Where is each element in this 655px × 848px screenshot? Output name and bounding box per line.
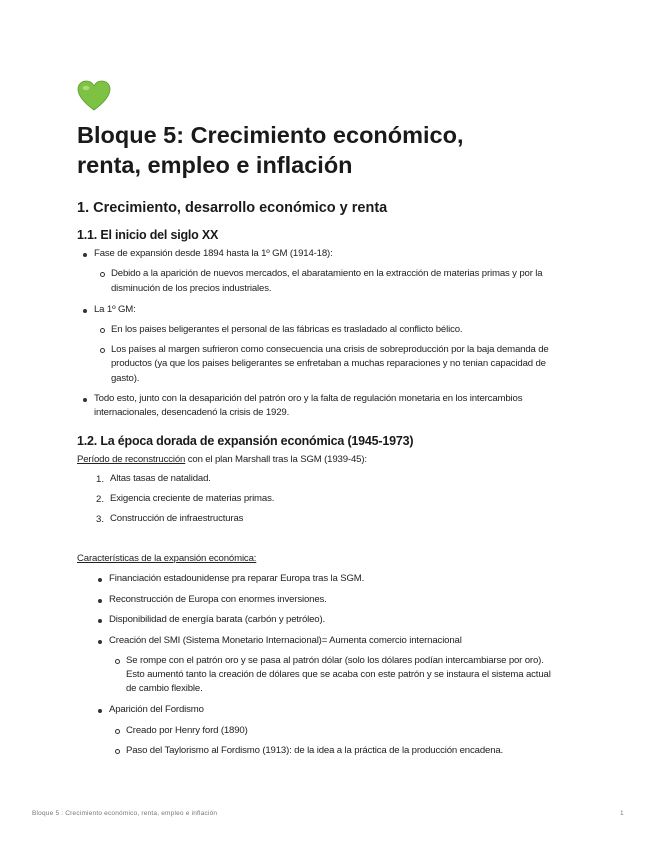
bullet-icon: [98, 578, 102, 582]
list-item: productos (ya que los paises beligerantes se enfretaban a muchas reparaciones y no tenian capacidad de: [111, 358, 546, 369]
sub-bullet-icon: [115, 659, 120, 664]
list-item: Creación del SMI (Sistema Monetario Internacional)= Aumenta comercio internacional: [109, 635, 462, 646]
bullet-icon: [98, 709, 102, 713]
list-item: Creado por Henry ford (1890): [126, 725, 248, 736]
subsection-heading-1-2: 1.2. La época dorada de expansión económica (1945-1973): [77, 434, 414, 448]
list-item: Reconstrucción de Europa con enormes inversiones.: [109, 594, 327, 605]
paragraph: Período de reconstrucción con el plan Marshall tras la SGM (1939-45):: [77, 454, 367, 465]
paragraph-heading: Características de la expansión económica:: [77, 553, 257, 564]
sub-bullet-icon: [115, 749, 120, 754]
bullet-icon: [98, 640, 102, 644]
list-item: Altas tasas de natalidad.: [110, 473, 211, 484]
bullet-icon: [83, 253, 87, 257]
list-item: Todo esto, junto con la desaparición del patrón oro y la falta de regulación monetaria en los intercambios: [94, 393, 523, 404]
sub-bullet-icon: [100, 328, 105, 333]
list-item: internacionales, desencadenó la crisis de 1929.: [94, 407, 290, 418]
list-item: gasto).: [111, 373, 140, 384]
list-item: Los países al margen sufrieron como consecuencia una crisis de sobreproducción por la baja demanda de: [111, 344, 549, 355]
list-item: En los paises beligerantes el personal de las fábricas es trasladado al conflicto bélico.: [111, 324, 463, 335]
page-title: Bloque 5: Crecimiento económico, renta, empleo e inflación: [77, 122, 464, 178]
list-number: 1.: [96, 474, 105, 485]
list-item: Debido a la aparición de nuevos mercados, el abaratamiento en la extracción de materias primas y por la: [111, 268, 543, 279]
list-number: 2.: [96, 494, 105, 505]
list-item: Fase de expansión desde 1894 hasta la 1º GM (1914-18):: [94, 248, 333, 259]
list-item: Financiación estadounidense pra reparar Europa tras la SGM.: [109, 573, 365, 584]
bullet-icon: [83, 309, 87, 313]
list-item: Aparición del Fordismo: [109, 704, 204, 715]
list-item: Exigencia creciente de materias primas.: [110, 493, 275, 504]
page-footer-title: Bloque 5 : Crecimiento económico, renta, empleo e inflación: [32, 810, 218, 817]
list-item: de cambio flexible.: [126, 683, 203, 694]
list-number: 3.: [96, 514, 105, 525]
green-heart-icon: [77, 80, 111, 112]
list-item: Disponibilidad de energía barata (carbón y petróleo).: [109, 614, 326, 625]
section-heading-1: 1. Crecimiento, desarrollo económico y renta: [77, 200, 388, 216]
list-item: disminución de los precios industriales.: [111, 283, 272, 294]
list-item: Esto aumentó tanto la creación de dólares que se acaba con este patrón y se instaura el sistema actual: [126, 669, 551, 680]
list-item: Se rompe con el patrón oro y se pasa al patrón dólar (solo los dólares podían intercambiarse por oro).: [126, 655, 544, 666]
sub-bullet-icon: [100, 272, 105, 277]
list-item: La 1º GM:: [94, 304, 136, 315]
subsection-heading-1-1: 1.1. El inicio del siglo XX: [77, 228, 219, 242]
sub-bullet-icon: [100, 348, 105, 353]
list-item: Construcción de infraestructuras: [110, 513, 244, 524]
list-item: Paso del Taylorismo al Fordismo (1913): de la idea a la práctica de la producción encadena.: [126, 745, 504, 756]
bullet-icon: [98, 619, 102, 623]
page-number: 1: [620, 810, 624, 817]
bullet-icon: [98, 599, 102, 603]
sub-bullet-icon: [115, 729, 120, 734]
bullet-icon: [83, 398, 87, 402]
